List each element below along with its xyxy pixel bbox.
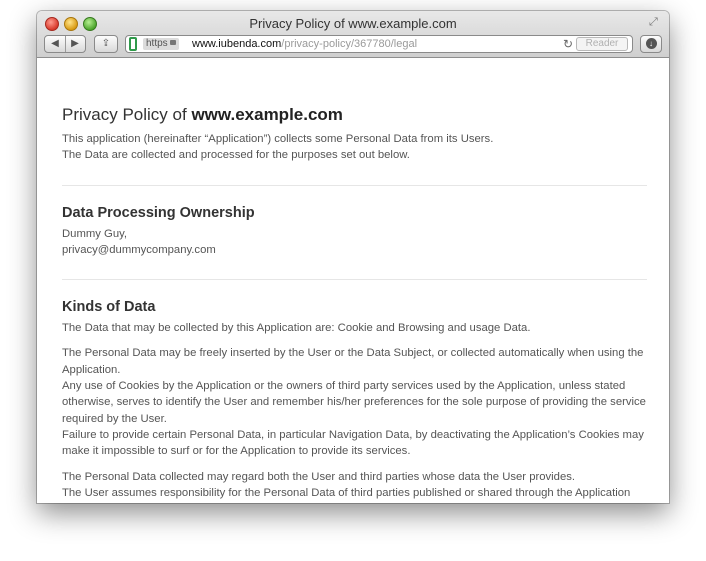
back-button[interactable]: ◀ xyxy=(51,38,59,49)
browser-window xyxy=(37,11,669,503)
download-icon: ↓ xyxy=(646,38,657,49)
owner-name: Dummy Guy, xyxy=(62,227,128,240)
section-divider xyxy=(62,279,647,280)
downloads-button[interactable] xyxy=(640,35,662,53)
address-bar[interactable] xyxy=(125,35,633,53)
url-path: /privacy-policy/367780/legal xyxy=(281,38,418,50)
kinds-paragraph-2c: Failure to provide certain Personal Data, in particular Navigation Data, by deactivating the Application’s Cookies may make it impossible to surf or for the Application to provide its services. xyxy=(62,428,644,458)
https-label: https xyxy=(146,38,168,49)
fullscreen-icon[interactable]: ⤢ xyxy=(649,16,658,28)
https-badge[interactable] xyxy=(143,38,179,50)
url-text[interactable] xyxy=(192,37,417,52)
nav-divider xyxy=(65,36,66,52)
paragraph-gap xyxy=(62,336,647,345)
kinds-paragraph-1: The Data that may be collected by this Application are: Cookie and Browsing and usage Data. xyxy=(62,322,531,335)
intro-line-2: The Data are collected and processed for the purposes set out below. xyxy=(62,149,410,162)
paragraph-gap xyxy=(62,460,647,469)
ownership-heading: Data Processing Ownership xyxy=(62,204,255,221)
section-divider xyxy=(62,185,647,186)
url-host: www.iubenda.com xyxy=(192,38,282,50)
site-icon xyxy=(129,37,137,51)
back-forward-buttons xyxy=(44,35,86,53)
window-title: Privacy Policy of www.example.com xyxy=(249,16,457,31)
lock-icon xyxy=(170,40,176,45)
page-title xyxy=(62,105,647,125)
forward-button[interactable]: ▶ xyxy=(71,38,79,49)
kinds-heading: Kinds of Data xyxy=(62,299,156,316)
page-title-domain: www.example.com xyxy=(191,105,343,124)
kinds-paragraph-3a: The Personal Data collected may regard both the User and third parties whose data the User provides. xyxy=(62,470,576,483)
owner-email: privacy@dummycompany.com xyxy=(62,243,216,256)
browser-toolbar xyxy=(37,11,669,58)
reload-icon[interactable]: ↻ xyxy=(563,37,574,51)
page-title-prefix: Privacy Policy of xyxy=(62,105,192,124)
kinds-paragraph-2b: Any use of Cookies by the Application or the owners of third party services used by the Application, unless stated otherwise, serves to identify the User and remember his/her preferences for the sole purpose of providing the service required by the User. xyxy=(62,380,646,425)
kinds-paragraph-2a: The Personal Data may be freely inserted by the User or the Data Subject, or collected automatically when using the Application. xyxy=(62,347,644,376)
page-content xyxy=(62,57,647,501)
reader-button[interactable]: Reader xyxy=(576,37,628,51)
kinds-paragraph-3b: The User assumes responsibility for the Personal Data of third parties published or shared through the Application xyxy=(62,486,631,499)
share-button[interactable]: ⇪ xyxy=(94,35,118,53)
intro-line-1: This application (hereinafter “Application”) collects some Personal Data from its Users. xyxy=(62,133,494,145)
